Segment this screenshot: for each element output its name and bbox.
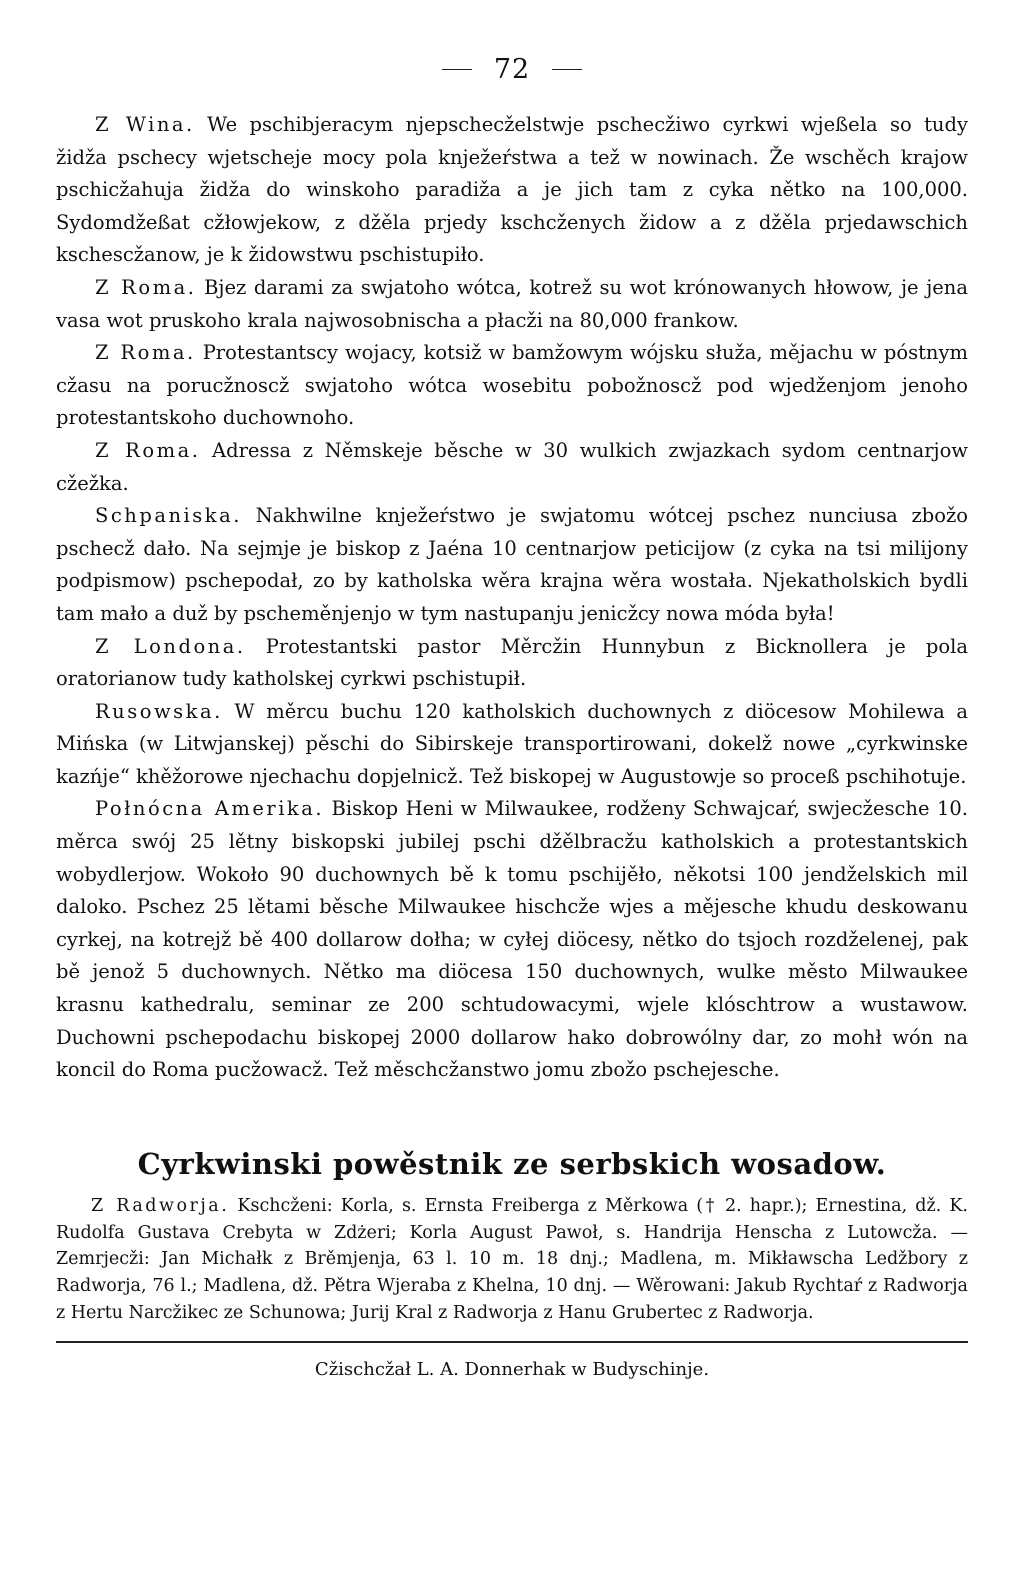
footer-rule — [56, 1341, 968, 1343]
paragraph-text: Nakhwilne knježeŕstwo je swjatomu wótcej pschez nunciusa zbožo pschecž dało. Na sejmje je biskop z Jaéna 10 centnarjow peticijow (z cyka na tsi milijony podpismow) pschepodał, zo by katholska wěra krajna wěra wostała. Njekatholskich bydli tam mało a duž by pscheměnjenjo w tym nastupanju jenicžcy nowa móda była! — [56, 504, 968, 625]
paragraph-lead: Z Roma. — [95, 438, 201, 462]
news-paragraph — [56, 793, 968, 1086]
page-header — [56, 54, 968, 85]
paragraph-text: Protestantski pastor Měrcžin Hunnybun z Bicknollera je pola oratorianow tudy katholskej cyrkwi pschistupił. — [56, 634, 969, 691]
document-page — [56, 54, 968, 1380]
paragraph-text: Biskop Heni w Milwaukee, rodženy Schwajcaŕ, swjecžesche 10. měrca swój 25 lětny biskopski jubilej pschi džělbracžu katholskich a protestantskich wobydlerjow. Wokoło 90 duchownych bě k tomu pschijěło, někotsi 100 jendželskich mil daloko. Pschez 25 lětami běsche Milwaukee hischcže wjes a mějesche khudu deskowanu cyrkej, na kotrejž bě 400 dollarow dołha; w cyłej diöcesy, nětko do tsjoch rozdželenej, pak bě jenož 5 duchownych. Nětko ma diöcesa 150 duchownych, wulke město Milwaukee krasnu kathedralu, seminar ze 200 schtudowacymi, wjele klóschtrow a wustawow. Duchowni pschepodachu biskopej 2000 dollarow hako dobrowólny dar, zo mohł wón na koncil do Roma pucžowacž. Tež měschcžanstwo jomu zbožo pschejesche. — [56, 797, 968, 1082]
paragraph-lead: Z Roma. — [95, 275, 197, 299]
news-paragraph — [56, 109, 968, 272]
paragraph-lead: Z Londona. — [95, 634, 246, 658]
paragraph-text: W měrcu buchu 120 katholskich duchownych z diöcesow Mohilewa a Mińska (w Litwjanskej) pěschi do Sibirskeje transportirowani, dokelž nowe „cyrkwinske kazńje“ khěžorowe njechachu dopjelnicž. Tež biskopej w Augustowje so proceß pschihotuje. — [56, 699, 968, 788]
news-section — [56, 109, 968, 1087]
paragraph-lead: Połnócna Amerika. — [95, 797, 325, 821]
paragraph-lead: Schpaniska. — [95, 504, 242, 528]
paragraph-lead: Z Roma. — [95, 341, 196, 365]
news-paragraph — [56, 272, 968, 337]
entry-lead: Z Radworja. — [91, 1195, 230, 1216]
news-paragraph — [56, 631, 968, 696]
printer-imprint: Cžischcžał L. A. Donnerhak w Budyschinje. — [314, 1358, 710, 1380]
news-paragraph — [56, 337, 968, 435]
page-number: 72 — [493, 54, 531, 85]
paragraph-lead: Z Wina. — [95, 113, 195, 136]
parish-entry — [56, 1193, 968, 1327]
news-paragraph — [56, 500, 968, 630]
paragraph-text: Protestantscy wojacy, kotsiž w bamžowym wójsku słuža, mějachu w póstnym cžasu na porucžnoscž swjatoho wótca wosebitu pobožnoscž pod wjedženjom jenoho protestantskoho duchownoho. — [56, 341, 968, 430]
paragraph-lead: Rusowska. — [95, 699, 223, 723]
paragraph-text: Adressa z Němskeje běsche w 30 wulkich zwjazkach sydom centnarjow cžežka. — [56, 438, 968, 495]
news-paragraph — [56, 696, 968, 794]
entry-text: Kschcženi: Korla, s. Ernsta Freiberga z Měrkowa († 2. hapr.); Ernestina, dž. K. Rudolfa Gustava Crebyta w Zdżeri; Korla August Pawoł, s. Handrija Henscha z Lutowcža. — Zemrjecži: Jan Michałk z Brěmjenja, 63 l. 10 m. 18 dnj.; Madlena, m. Mikławscha Ledžbory z Radworja, 76 l.; Madlena, dž. Pětra Wjeraba z Khelna, 10 dnj. — Wěrowani: Jakub Rychtaŕ z Radworja z Hertu Narcžikec ze Schunowa; Jurij Kral z Radworja z Hanu Grubertec z Radworja. — [56, 1195, 968, 1323]
dash-right — [552, 69, 582, 70]
paragraph-text: Bjez darami za swjatoho wótca, kotrež su wot krónowanych hłowow, je jena vasa wot pruskoho krala najwosobnischa a płacži na 80,000 frankow. — [56, 275, 968, 332]
dash-left — [442, 69, 472, 70]
news-paragraph — [56, 435, 968, 500]
section-title: Cyrkwinski powěstnik ze serbskich wosadow. — [137, 1146, 887, 1181]
paragraph-text: We pschibjeracym njepschecželstwje pschecžiwo cyrkwi wjeßela so tudy židža pschecy wjetscheje mocy pola knježeŕstwa a tež w nowinach. Že wschěch krajow pschicžahuja židža do winskoho paradiža a je jich tam z cyka nětko na 100,000. Sydomdžeßat cžłowjekow, z džěla prjedy kschcženych židow a z džěla prjedawschich kschescžanow, je k židowstwu pschistupiło. — [56, 113, 968, 267]
